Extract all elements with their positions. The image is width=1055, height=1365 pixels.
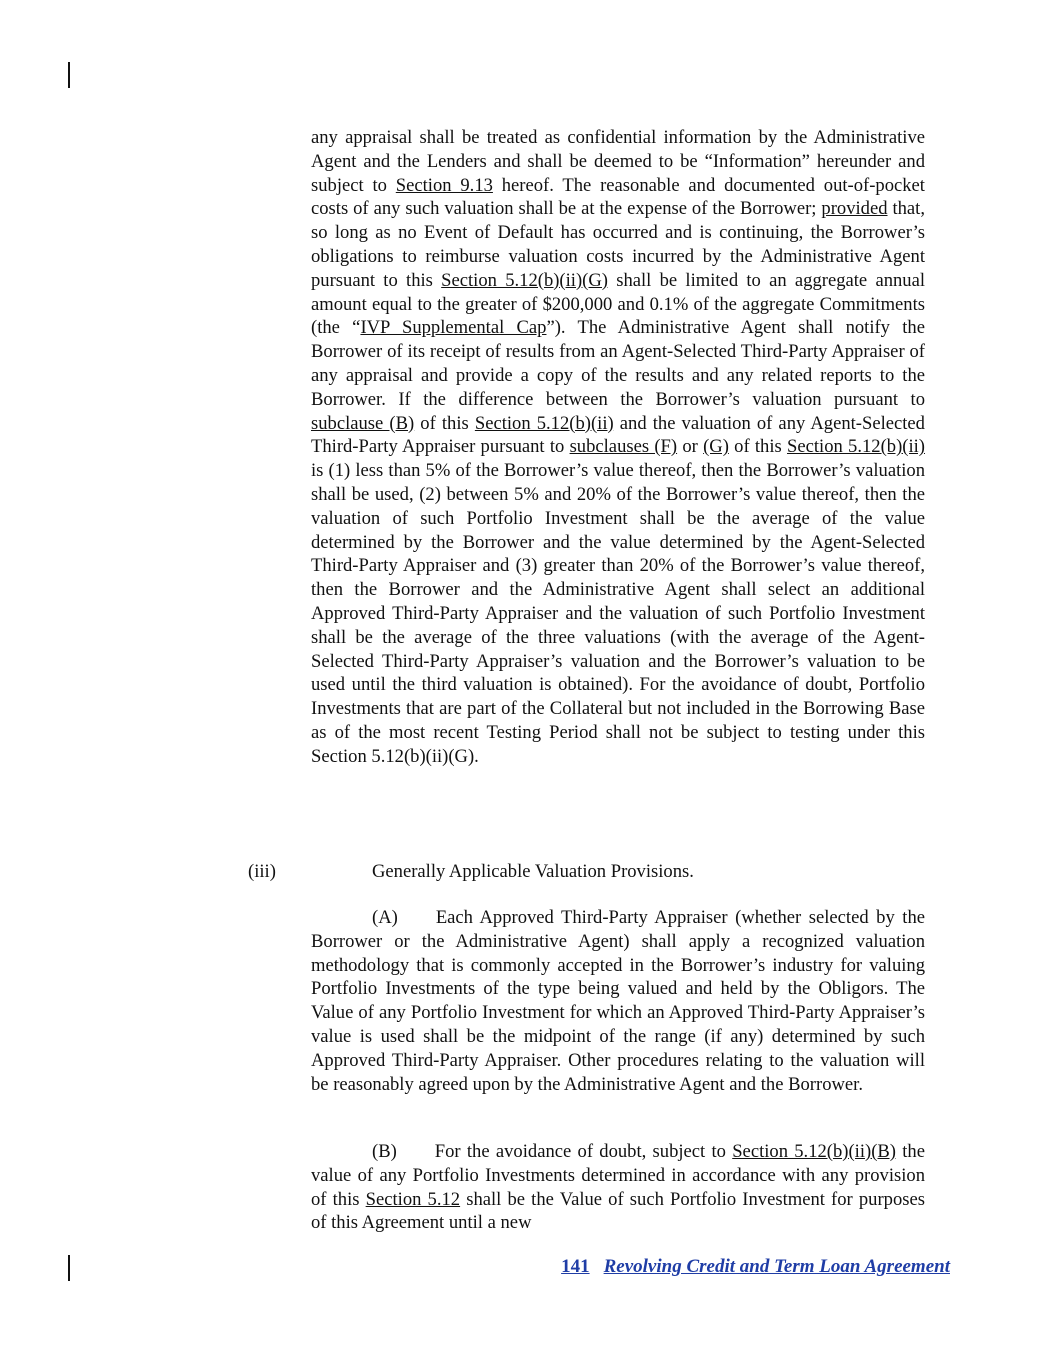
text-run: or — [677, 436, 704, 458]
cross-reference: Section 5.12(b)(ii) — [474, 412, 614, 434]
section-iii-title: Generally Applicable Valuation Provisions. — [372, 861, 694, 882]
cross-reference: subclauses (F) — [569, 436, 678, 458]
cross-reference: provided — [821, 198, 888, 220]
text-run: the value of any Portfolio Investments determined in accordance with any provision of this — [311, 1141, 925, 1210]
page-footer — [561, 1256, 950, 1278]
text-run: of this — [414, 412, 475, 434]
cross-reference: Section 5.12(b)(ii)(G) — [441, 269, 608, 291]
cross-reference: Section 5.12(b)(ii)(B) — [732, 1141, 896, 1162]
main-paragraph-text — [311, 126, 925, 769]
paragraph-b — [311, 1140, 925, 1235]
paragraph-b-label: (B) — [372, 1141, 397, 1162]
document-title: Revolving Credit and Term Loan Agreement — [603, 1256, 950, 1277]
text-run: and the valuation of any Agent-Selected Third-Party Appraiser pursuant to — [311, 412, 925, 458]
cross-reference: (G) — [703, 436, 729, 458]
cross-reference: IVP Supplemental Cap — [360, 317, 547, 339]
text-run: shall be limited to an aggregate annual amount equal to the greater of $200,000 and 0.1% of the aggregate Commitments (the “ — [311, 269, 926, 339]
change-bar-top — [68, 62, 70, 88]
cross-reference: Section 9.13 — [395, 174, 493, 196]
cross-reference: subclause (B) — [311, 412, 415, 434]
paragraph-b-text — [311, 1141, 925, 1233]
text-run: For the avoidance of doubt, subject to — [434, 1141, 733, 1162]
change-bar-bottom — [68, 1255, 70, 1281]
main-paragraph — [311, 126, 925, 769]
cross-reference: Section 5.12(b)(ii) — [787, 436, 925, 458]
text-run: hereof. The reasonable and documented out-of-pocket costs of any such valuation shall be at the expense of the Borrower; — [311, 174, 925, 220]
text-run: that, so long as no Event of Default has occurred and is continuing, the Borrower’s obligations to reimburse valuation costs incurred by the Administrative Agent pursuant to this — [311, 198, 925, 291]
text-run: ”). The Administrative Agent shall notify the Borrower of its receipt of results from an Agent-Selected Third-Party Appraiser of any appraisal and provide a copy of the results and any related reports to the Borrower. If the difference between the Borrower’s valuation pursuant to — [311, 317, 925, 410]
paragraph-a-text — [311, 907, 925, 1095]
text-run: Each Approved Third-Party Appraiser (whether selected by the Borrower or the Administrative Agent) shall apply a recognized valuation methodology that is commonly accepted in the Borrower’s industry for valuing Portfolio Investments of the type being valued and held by the Obligors. The Value of any Portfolio Investment for which an Approved Third-Party Appraiser’s value is used shall be the midpoint of the range (if any) determined by such Approved Third-Party Appraiser. Other procedures relating to the valuation will be reasonably agreed upon by the Administrative Agent and the Borrower. — [311, 907, 925, 1095]
section-iii-number: (iii) — [248, 861, 276, 882]
page-number: 141 — [561, 1256, 590, 1277]
text-run: shall be the Value of such Portfolio Investment for purposes of this Agreement until a new — [311, 1188, 925, 1234]
paragraph-a — [311, 906, 925, 1096]
cross-reference: Section 5.12 — [365, 1188, 461, 1210]
text-run: of this — [728, 436, 788, 458]
paragraph-a-label: (A) — [372, 907, 398, 928]
text-run: is (1) less than 5% of the Borrower’s value thereof, then the Borrower’s valuation shall be used, (2) between 5% and 20% of the Borrower’s value thereof, then the valuation of such Portfolio Investment shall be the average of the value determined by the Borrower and the value determined by the Agent-Selected Third-Party Appraiser and (3) greater than 20% of the Borrower’s value thereof, then the Borrower and the Administrative Agent shall select an additional Approved Third-Party Appraiser and the valuation of such Portfolio Investment shall be the average of the three valuations (with the average of the Agent-Selected Third-Party Appraiser’s valuation and the Borrower’s valuation to be used until the third valuation is obtained). For the avoidance of doubt, Portfolio Investments that are part of the Collateral but not included in the Borrowing Base as of the most recent Testing Period shall not be subject to testing under this Section 5.12(b)(ii)(G). — [311, 460, 925, 767]
text-run: any appraisal shall be treated as confidential information by the Administrative Agent and the Lenders and shall be deemed to be “Information” hereunder and subject to — [311, 127, 925, 196]
